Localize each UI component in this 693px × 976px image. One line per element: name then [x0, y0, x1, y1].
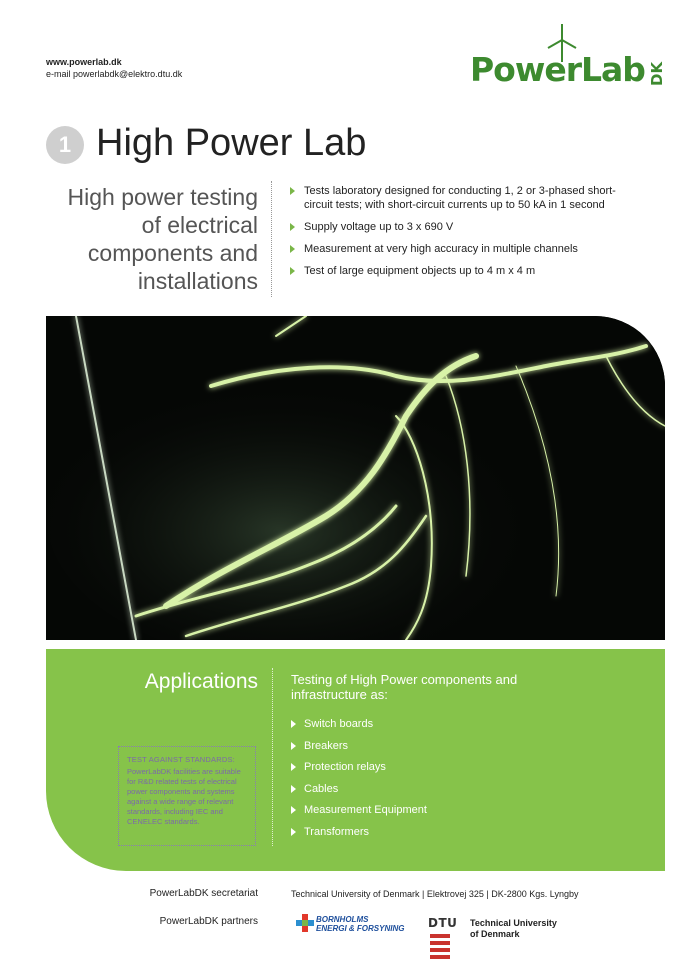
bullet-arrow-icon [290, 267, 295, 275]
logo-suffix: DK [648, 61, 666, 86]
dtu-emblem-icon [428, 932, 452, 960]
powerlab-logo [470, 30, 670, 90]
bullet-arrow-icon [290, 223, 295, 231]
section-number-badge: 1 [46, 126, 84, 164]
applications-title: Applications [144, 670, 258, 693]
divider [271, 181, 272, 297]
cross-icon [296, 914, 314, 932]
bullet-arrow-icon [290, 187, 295, 195]
partner1-line2: ENERGI & FORSYNING [316, 924, 405, 933]
feature-item: Measurement at very high accuracy in multiple channels [290, 242, 620, 256]
list-item: Breakers [291, 739, 427, 761]
divider [272, 668, 273, 846]
subtitle-line: High power testing [67, 184, 258, 210]
bullet-arrow-icon [291, 763, 296, 771]
list-item: Switch boards [291, 717, 427, 739]
bullet-arrow-icon [291, 742, 296, 750]
standards-body: PowerLabDK facilities are suitable for R&D related tests of electrical power components and systems against a wide range of relevant standards, including IEC and CENELEC standards. [127, 767, 241, 826]
page-title: High Power Lab [96, 122, 367, 164]
secretariat-address: Technical University of Denmark | Elektrovej 325 | DK-2800 Kgs. Lyngby [291, 889, 579, 899]
dtu-name [470, 918, 580, 940]
list-item: Cables [291, 782, 427, 804]
partner1-line1: BORNHOLMS [316, 915, 369, 924]
bullet-arrow-icon [291, 785, 296, 793]
list-item: Measurement Equipment [291, 803, 427, 825]
partner2-line1: Technical University [470, 918, 557, 928]
list-item: Protection relays [291, 760, 427, 782]
list-item: Transformers [291, 825, 427, 847]
applications-list [291, 717, 427, 846]
logo-text: PowerLab [470, 50, 645, 89]
electric-arc-photo [46, 316, 665, 640]
dtu-logo [428, 916, 458, 960]
subtitle-line: components and [87, 240, 258, 266]
subtitle-line: of electrical [141, 212, 258, 238]
bullet-arrow-icon [291, 828, 296, 836]
feature-list [290, 184, 620, 286]
bullet-arrow-icon [291, 806, 296, 814]
dtu-mark-text: DTU [428, 916, 458, 930]
feature-item: Tests laboratory designed for conducting 1, 2 or 3-phased short-circuit tests; with short-circuit currents up to 50 kA in 1 second [290, 184, 620, 212]
contact-block [46, 56, 182, 80]
partners-label: PowerLabDK partners [159, 916, 258, 927]
partner2-line2: of Denmark [470, 929, 520, 939]
website-link[interactable]: www.powerlab.dk [46, 57, 122, 67]
email-line[interactable]: e-mail powerlabdk@elektro.dtu.dk [46, 69, 183, 79]
applications-intro: Testing of High Power components and infrastructure as: [291, 672, 518, 702]
bornholm-energi-logo [296, 914, 426, 944]
bullet-arrow-icon [290, 245, 295, 253]
secretariat-label: PowerLabDK secretariat [149, 888, 258, 899]
bullet-arrow-icon [291, 720, 296, 728]
subtitle [40, 183, 258, 295]
standards-title: TEST AGAINST STANDARDS: [127, 755, 235, 764]
feature-item: Supply voltage up to 3 x 690 V [290, 220, 620, 234]
standards-box [118, 746, 256, 846]
subtitle-line: installations [137, 268, 258, 294]
feature-item: Test of large equipment objects up to 4 m x 4 m [290, 264, 620, 278]
